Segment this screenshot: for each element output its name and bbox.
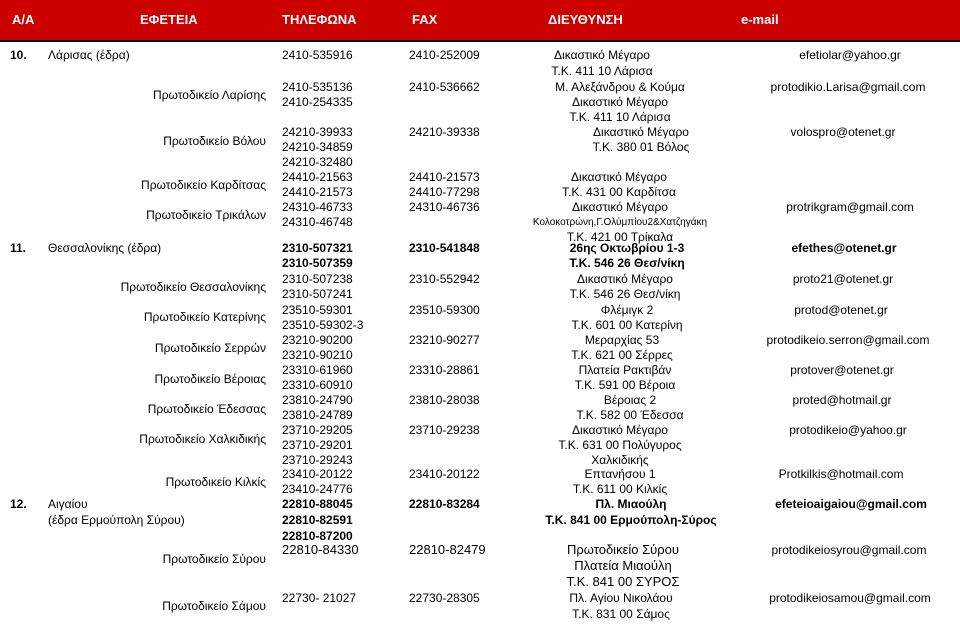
address-line: Πλατεία Μιαούλη	[574, 558, 672, 573]
email: volospro@otenet.gr	[790, 125, 896, 139]
phone: 23810-24790	[282, 393, 353, 407]
address-line: Δικαστικό Μέγαρο	[572, 423, 668, 437]
phone: 23410-24776	[282, 482, 353, 496]
fax: 24210-39338	[409, 125, 480, 139]
court-name: Πρωτοδικείο Έδεσσας	[147, 402, 266, 416]
court-name: Θεσσαλονίκης (έδρα)	[48, 241, 162, 255]
address-line: Πρωτοδικείο Σύρου	[567, 542, 679, 557]
address-line: Δικαστικό Μέγαρο	[571, 170, 667, 184]
header-num: Α/Α	[12, 12, 35, 27]
email: efethes@otenet.gr	[791, 241, 897, 255]
email: efetiolar@yahoo.gr	[799, 48, 901, 62]
fax: 23510-59300	[409, 303, 480, 317]
court-name: Πρωτοδικείο Βέροιας	[154, 372, 266, 386]
email: protodikeio.serron@gmail.com	[766, 333, 930, 347]
address-line: Πλ. Μιαούλη	[595, 497, 667, 511]
court-name: Πρωτοδικείο Λαρίσης	[153, 88, 266, 102]
phone: 23310-61960	[282, 363, 353, 377]
phone: 24410-21573	[282, 185, 353, 199]
address-line: Τ.Κ. 380 01 Βόλος	[592, 140, 690, 154]
address-line: Τ.Κ. 546 26 Θεσ/νίκη	[569, 256, 685, 270]
address-line: Μ. Αλεξάνδρου & Κούμα	[555, 80, 685, 94]
fax: 22810-83284	[409, 497, 480, 511]
email: protodikio.Larisa@gmail.com	[770, 80, 926, 94]
phone: 23210-90200	[282, 333, 353, 347]
email: Protkilkis@hotmail.com	[778, 467, 904, 481]
address-line: Τ.Κ. 546 26 Θεσ/νίκη	[569, 287, 681, 301]
court-name: Πρωτοδικείο Σύρου	[162, 552, 266, 566]
fax: 24410-21573	[409, 170, 480, 184]
fax: 23810-28038	[409, 393, 480, 407]
fax: 2410-536662	[409, 80, 480, 94]
email: proted@hotmail.gr	[792, 393, 892, 407]
address-line: Πλατεία Ρακτιβάν	[578, 363, 672, 377]
court-name: Λάρισας (έδρα)	[48, 48, 130, 62]
header-divider	[0, 40, 960, 42]
phone: 23510-59301	[282, 303, 353, 317]
row-number: 12.	[10, 497, 27, 511]
header-court: ΕΦΕΤΕΙΑ	[140, 12, 198, 27]
court-name: Πρωτοδικείο Κιλκίς	[165, 475, 266, 489]
phone: 2410-254335	[282, 95, 353, 109]
address-line: Δικαστικό Μέγαρο	[572, 95, 668, 109]
email: protrikgram@gmail.com	[786, 200, 914, 214]
fax: 24310-46736	[409, 200, 480, 214]
phone: 2310-507321	[282, 241, 353, 255]
phone: 24410-21563	[282, 170, 353, 184]
phone: 22810-82591	[282, 513, 353, 527]
address-line: Μεραρχίας 53	[584, 333, 660, 347]
address-line: Τ.Κ. 631 00 Πολύγυρος	[558, 438, 682, 452]
address-line: Δικαστικό Μέγαρο	[577, 272, 673, 286]
phone: 2410-535916	[282, 48, 353, 62]
address-line: Τ.Κ. 601 00 Κατερίνη	[571, 318, 683, 332]
phone: 23510-59302-3	[282, 318, 364, 332]
phone: 23210-90210	[282, 348, 353, 362]
row-number: 11.	[10, 241, 27, 255]
email: protover@otenet.gr	[790, 363, 894, 377]
phone: 23710-29201	[282, 438, 353, 452]
phone: 24210-34859	[282, 140, 353, 154]
email: protod@otenet.gr	[794, 303, 888, 317]
address-line: 26ης Οκτωβρίου 1-3	[569, 241, 685, 255]
address-line: Τ.Κ. 411 10 Λάρισα	[569, 110, 671, 124]
phone: 22810-87200	[282, 529, 353, 543]
phone: 22810-84330	[282, 542, 359, 557]
address-line: Κολοκοτρώνη,Γ.Ολύμπίου2&Χατζηγάκη	[532, 217, 708, 228]
address-line: Τ.Κ. 831 00 Σάμος	[572, 607, 670, 621]
phone: 22810-88045	[282, 497, 353, 511]
fax: 23310-28861	[409, 363, 480, 377]
fax: 2310-552942	[409, 272, 480, 286]
address-line: Δικαστικό Μέγαρο	[572, 200, 668, 214]
phone: 23310-60910	[282, 378, 353, 392]
fax: 23410-20122	[409, 467, 480, 481]
phone: 23410-20122	[282, 467, 353, 481]
court-name: Πρωτοδικείο Κατερίνης	[143, 310, 266, 324]
court-name: Πρωτοδικείο Σερρών	[154, 341, 266, 355]
court-name: Αιγαίου	[48, 497, 88, 511]
phone: 2310-507241	[282, 287, 353, 301]
court-name-line: (έδρα Ερμούπολη Σύρου)	[48, 513, 185, 527]
email: protodikeiosyrou@gmail.com	[771, 543, 927, 557]
phone: 23710-29205	[282, 423, 353, 437]
court-name: Πρωτοδικείο Βόλου	[163, 134, 266, 148]
address-line: Φλέμιγκ 2	[600, 303, 654, 317]
phone: 24310-46733	[282, 200, 353, 214]
address-line: Δικαστικό Μέγαρο	[554, 48, 650, 62]
email: efeteioaigaiou@gmail.com	[775, 497, 927, 511]
address-line: Χαλκιδικής	[591, 453, 649, 467]
fax: 2410-252009	[409, 48, 480, 62]
court-name: Πρωτοδικείο Καρδίτσας	[141, 178, 266, 192]
address-line: Πλ. Αγίου Νικολάου	[569, 591, 673, 605]
address-line: Τ.Κ. 411 10 Λάρισα	[551, 64, 653, 78]
phone: 2310-507359	[282, 256, 353, 270]
address-line: Τ.Κ. 841 00 Ερμούπολη-Σύρος	[545, 513, 717, 527]
fax: 23210-90277	[409, 333, 480, 347]
phone: 24210-39933	[282, 125, 353, 139]
court-name: Πρωτοδικείο Χαλκιδικής	[139, 432, 266, 446]
address-line: Δικαστικό Μέγαρο	[593, 125, 689, 139]
email: proto21@otenet.gr	[792, 272, 894, 286]
email: protodikeio@yahoo.gr	[789, 423, 907, 437]
header-fax: FAX	[412, 12, 438, 27]
phone: 2410-535136	[282, 80, 353, 94]
address-line: Τ.Κ. 841 00 ΣΥΡΟΣ	[566, 574, 680, 589]
address-line: Βέροιας 2	[603, 393, 657, 407]
fax: 2310-541848	[409, 241, 480, 255]
phone: 24310-46748	[282, 215, 353, 229]
fax: 24410-77298	[409, 185, 480, 199]
court-name: Πρωτοδικείο Θεσσαλονίκης	[120, 280, 266, 294]
header-phone: ΤΗΛΕΦΩΝΑ	[282, 12, 357, 27]
address-line: Τ.Κ. 591 00 Βέροια	[574, 378, 676, 392]
email: protodikeiosamou@gmail.com	[769, 591, 931, 605]
phone: 2310-507238	[282, 272, 353, 286]
row-number: 10.	[10, 48, 27, 62]
phone: 24210-32480	[282, 155, 353, 169]
fax: 22810-82479	[409, 542, 486, 557]
address-line: Τ.Κ. 621 00 Σέρρες	[571, 348, 673, 362]
address-line: Επτανήσου 1	[584, 467, 656, 481]
address-line: Τ.Κ. 582 00 Έδεσσα	[576, 408, 684, 422]
table-header	[0, 0, 960, 40]
header-address: ΔΙΕΥΘΥΝΣΗ	[548, 12, 623, 27]
address-line: Τ.Κ. 431 00 Καρδίτσα	[562, 185, 676, 199]
fax: 23710-29238	[409, 423, 480, 437]
address-line: Τ.Κ. 611 00 Κιλκίς	[572, 482, 668, 496]
address-line: Τ.Κ. 421 00 Τρίκαλα	[566, 230, 674, 244]
court-name: Πρωτοδικείο Σάμου	[162, 599, 266, 613]
phone: 23810-24789	[282, 408, 353, 422]
phone: 22730- 21027	[282, 591, 357, 605]
fax: 22730-28305	[409, 591, 480, 605]
court-name: Πρωτοδικείο Τρικάλων	[146, 208, 266, 222]
header-email: e-mail	[741, 12, 779, 27]
phone: 23710-29243	[282, 453, 353, 467]
